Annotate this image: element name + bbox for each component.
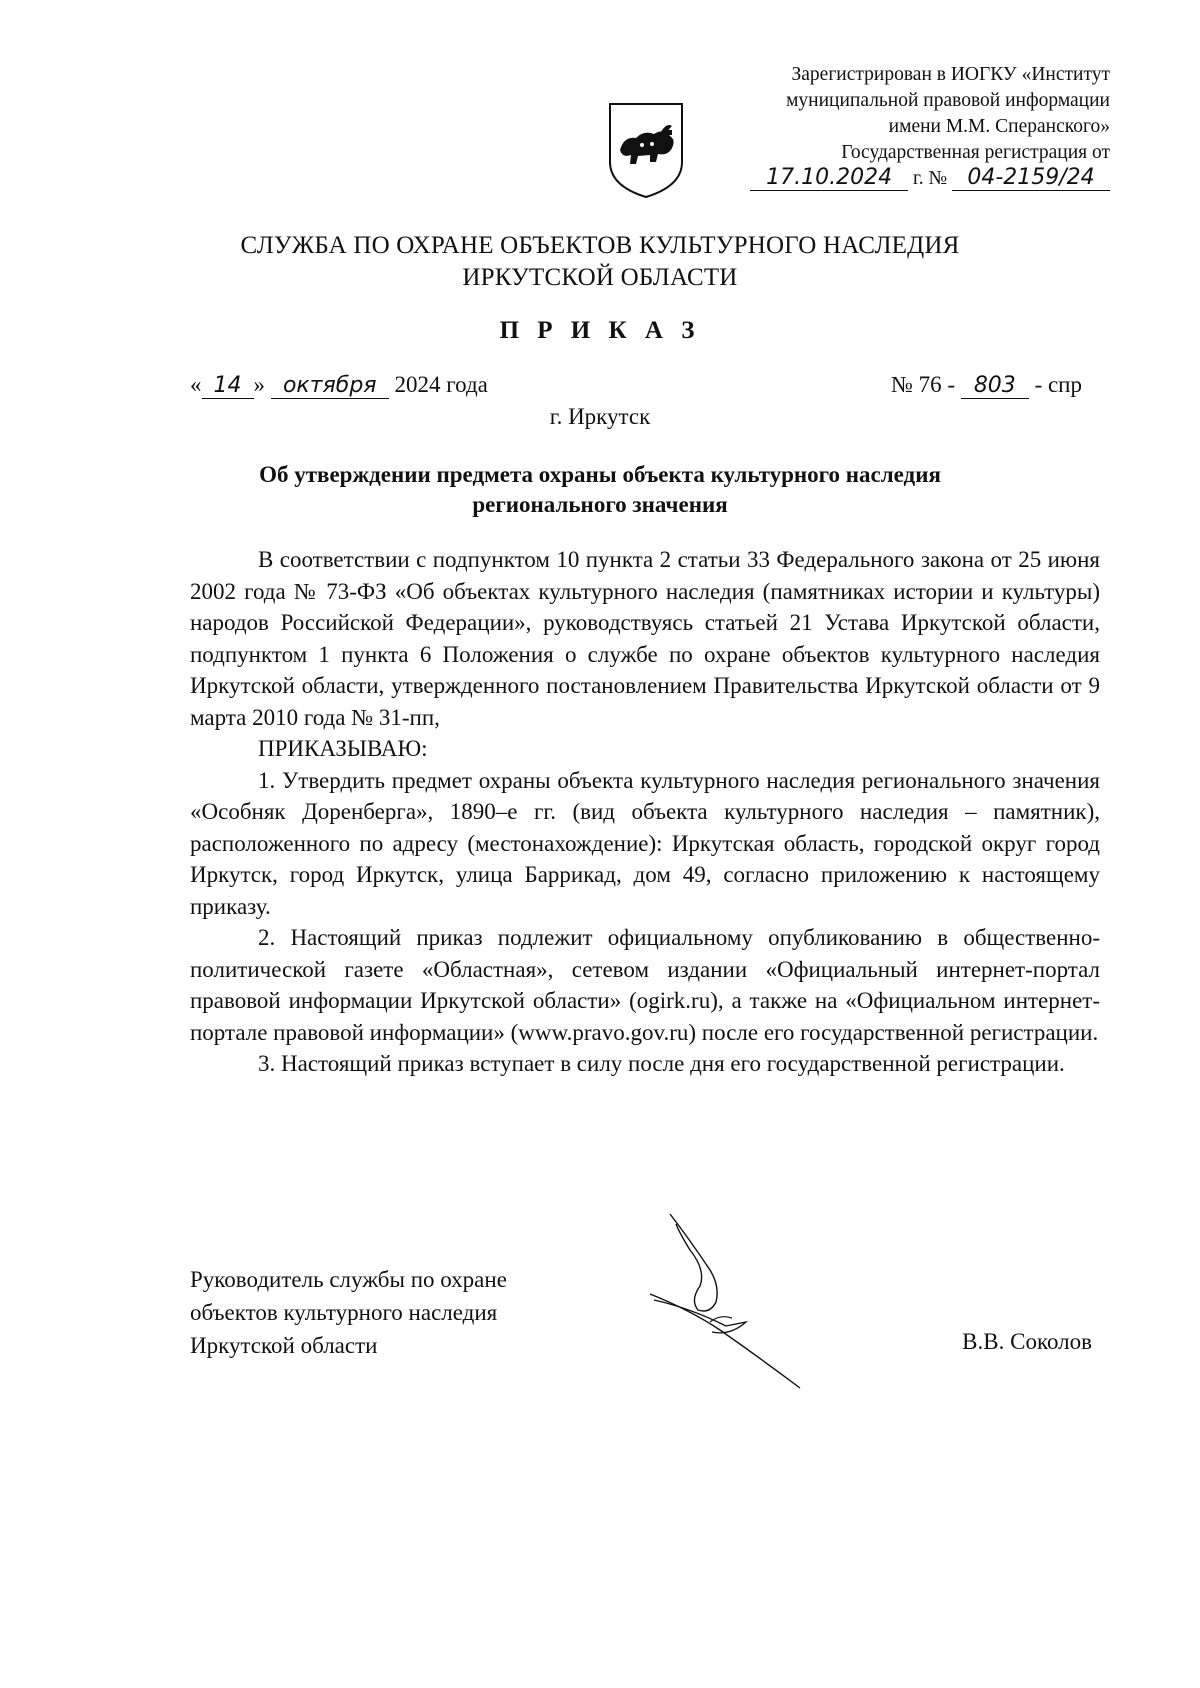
registration-number-line [750,166,1110,192]
signatory-title-line-2: объектов культурного наследия [190,1300,498,1325]
signatory-title [190,1263,507,1362]
number-prefix: № 76 - [890,372,956,397]
handwritten-signature [650,1210,825,1390]
order-body [190,544,1100,1080]
number-handwritten: 803 [961,374,1029,399]
irkutsk-coat-of-arms-icon [606,100,686,200]
number-suffix: - спр [1034,372,1082,397]
date-close-quote: » [253,372,265,397]
registration-line-1: Зарегистрирован в ИОГКУ «Институт [791,64,1110,85]
date-month-handwritten: октября [271,374,389,399]
date-day-handwritten: 14 [202,374,254,399]
paragraph-order-word: ПРИКАЗЫВАЮ: [258,736,428,761]
subject-line-2: регионального значения [472,492,728,517]
paragraph-item-3: 3. Настоящий приказ вступает в силу после дня его государственной регистрации. [258,1051,1065,1076]
registration-stamp [750,62,1110,192]
city: г. Иркутск [549,404,651,429]
document-type-heading: П Р И К А З [499,317,701,344]
order-number [891,370,1082,400]
paragraph-item-1: 1. Утвердить предмет охраны объекта культурного наследия регионального значения «Особняк Доренберга», 1890–е гг. (вид объекта культурного наследия – памятник), расположенного по адресу (местонахождение): Иркутская область, городской округ город Иркутск, город Иркутск, улица Баррикад, дом 49, согласно приложению к настоящему приказу. [190,767,1100,919]
registration-line-4: Государственная регистрация от [841,142,1110,163]
paragraph-intro: В соответствии с подпунктом 10 пункта 2 статьи 33 Федерального закона от 25 июня 2002 года № 73-ФЗ «Об объектах культурного наследия (памятниках истории и культуры) народов Российской Федерации», руководствуясь статьей 21 Устава Иркутской области, подпунктом 1 пункта 6 Положения о службе по охране объектов культурного наследия Иркутской области, утвержденного постановлением Правительства Иркутской области от 9 марта 2010 года № 31-пп, [190,547,1100,730]
organization-line-1: СЛУЖБА ПО ОХРАНЕ ОБЪЕКТОВ КУЛЬТУРНОГО НАСЛЕДИЯ [240,232,960,259]
date-open-quote: « [190,372,202,397]
signatory-title-line-1: Руководитель службы по охране [190,1267,507,1292]
order-subject [0,460,1200,520]
order-date [190,370,488,400]
signatory-name: В.В. Соколов [962,1329,1092,1354]
registration-no-label: г. № [912,168,948,189]
organization-name [0,230,1200,294]
paragraph-item-2: 2. Настоящий приказ подлежит официальному опубликованию в общественно-политической газете «Областная», сетевом издании «Официальный интернет-портал правовой информации Иркутской области» (ogirk.ru), а также на «Официальном интернет-портале правовой информации» (www.pravo.gov.ru) после его государственной регистрации. [190,925,1100,1045]
registration-number-handwritten: 04-2159/24 [952,166,1110,191]
subject-line-1: Об утверждении предмета охраны объекта культурного наследия [259,462,941,487]
registration-date-handwritten: 17.10.2024 [750,166,908,191]
registration-line-3: имени М.М. Сперанского» [888,116,1110,137]
signatory-title-line-3: Иркутской области [190,1333,378,1358]
registration-line-2: муниципальной правовой информации [786,90,1110,111]
date-year: 2024 года [394,372,488,397]
organization-line-2: ИРКУТСКОЙ ОБЛАСТИ [462,264,738,291]
